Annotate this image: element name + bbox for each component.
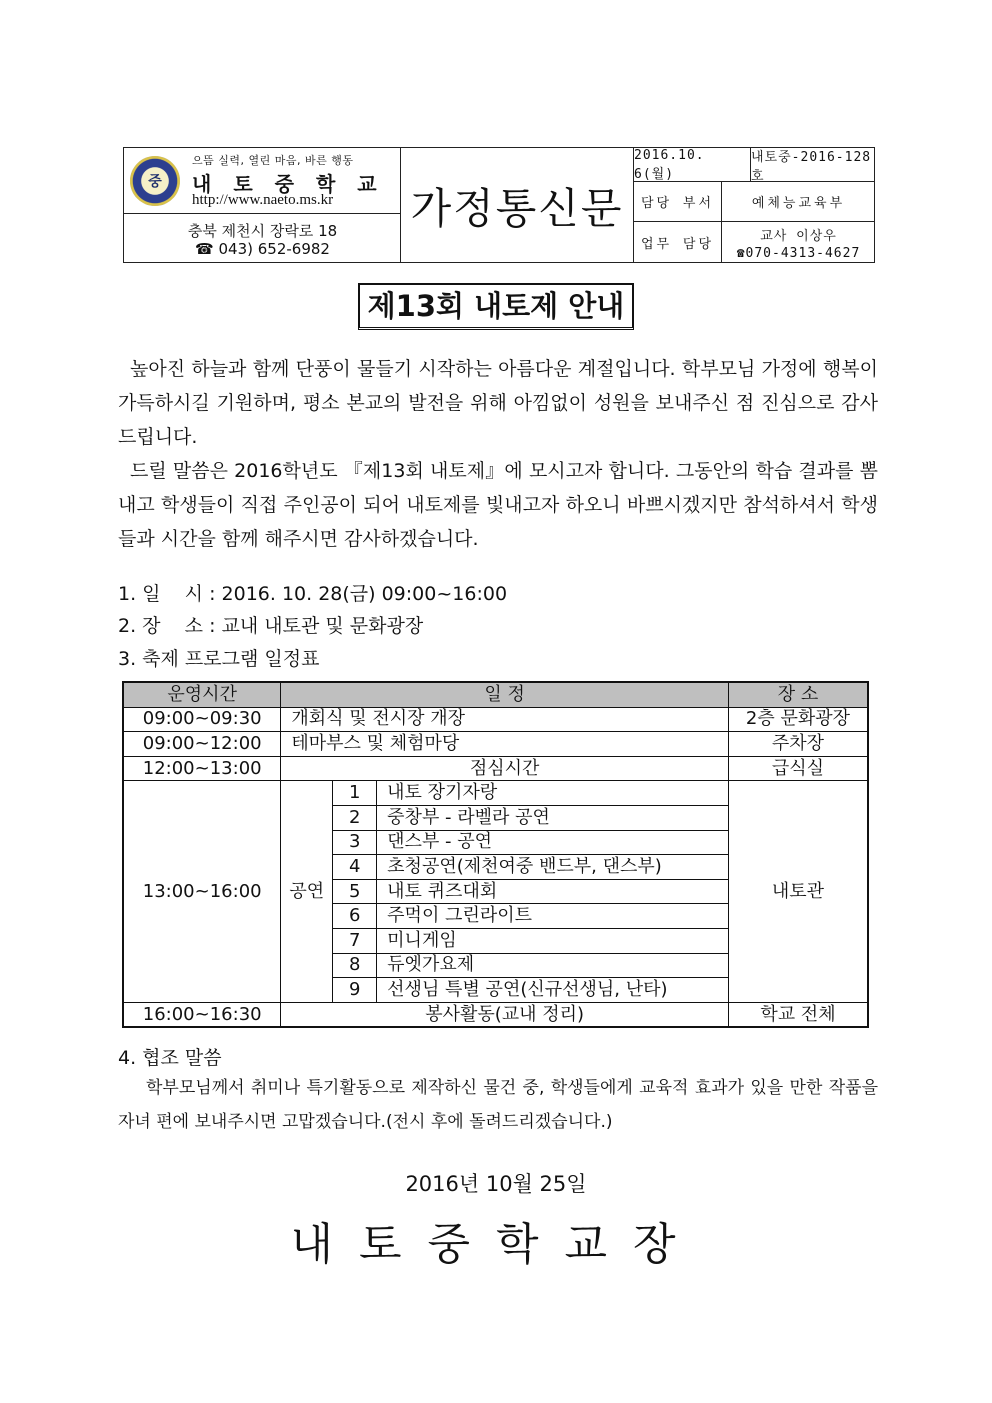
row-place: 2층 문화광장 (728, 707, 868, 732)
item-datetime: 1. 일 시 : 2016. 10. 28(금) 09:00~16:00 (118, 583, 508, 605)
item-cooperation-heading: 4. 협조 말씀 (118, 1047, 222, 1069)
row-place: 급식실 (728, 756, 868, 781)
table-row (123, 756, 868, 781)
table-row (123, 1002, 868, 1027)
act-name: 미니게임 (377, 928, 729, 953)
row-time: 12:00~13:00 (123, 756, 281, 781)
school-info (124, 148, 401, 214)
row-event: 개회식 및 전시장 개장 (281, 707, 729, 732)
school-contact (124, 214, 401, 263)
header-event: 일 정 (281, 682, 729, 707)
act-name: 내토 장기자랑 (377, 781, 729, 806)
item-location: 2. 장 소 : 교내 내토관 및 문화광장 (118, 615, 424, 637)
row-place: 학교 전체 (728, 1002, 868, 1027)
school-phone: ☎ 043) 652-6982 (195, 240, 330, 258)
performance-label: 공연 (281, 781, 333, 1002)
item-schedule-heading: 3. 축제 프로그램 일정표 (118, 648, 320, 670)
staff-phone: ☎070-4313-4627 (736, 246, 861, 261)
performance-row (123, 781, 868, 806)
act-name: 선생님 특별 공연(신규선생님, 난타) (377, 978, 729, 1003)
school-motto: 으뜸 실력, 열린 마음, 바른 행동 (192, 154, 354, 167)
school-logo: 중 (130, 156, 180, 206)
school-address: 충북 제천시 장락로 18 (187, 222, 338, 240)
invitation-paragraph: 드릴 말씀은 2016학년도 『제13회 내토제』에 모시고자 합니다. 그동안의 학습 결과를 뽐내고 학생들이 직접 주인공이 되어 내토제를 빛내고자 하오니 바쁘시겠지만 참석하셔서 학생들과 시간을 함께 해주시면 감사하겠습니다. (118, 460, 878, 550)
document-title-box (358, 283, 634, 330)
act-number: 7 (333, 928, 377, 953)
greeting-paragraph: 높아진 하늘과 함께 단풍이 물들기 시작하는 아름다운 계절입니다. 학부모님 가정에 행복이 가득하시길 기원하며, 평소 본교의 발전을 위해 아낌없이 성원을 보내주신 점 진심으로 감사드립니다. (118, 358, 878, 448)
act-number: 3 (333, 830, 377, 855)
act-number: 2 (333, 805, 377, 830)
act-number: 9 (333, 978, 377, 1003)
staff-contact (722, 222, 875, 263)
document-title: 제13회 내토제 안내 (367, 289, 625, 323)
issue-date: 2016.10. 6(월) (634, 148, 751, 182)
performance-place: 내토관 (728, 781, 868, 1002)
act-number: 4 (333, 855, 377, 880)
header-time: 운영시간 (123, 682, 281, 707)
header-place: 장 소 (728, 682, 868, 707)
table-header-row (123, 682, 868, 707)
document-number: 내토중-2016-128호 (751, 148, 875, 182)
issue-date-footer: 2016년 10월 25일 (405, 1172, 587, 1196)
cooperation-text: 학부모님께서 취미나 특기활동으로 제작하신 물건 중, 학생들에게 교육적 효과가 있을 만한 작품을 자녀 편에 보내주시면 고맙겠습니다.(전시 후에 돌려드리겠습니다.) (118, 1078, 878, 1132)
act-name: 중창부 - 라벨라 공연 (377, 805, 729, 830)
school-name: 내토중학교 (192, 172, 399, 196)
table-row (123, 707, 868, 732)
act-name: 듀엣가요제 (377, 953, 729, 978)
act-number: 5 (333, 879, 377, 904)
row-event: 봉사활동(교내 정리) (281, 1002, 729, 1027)
schedule-table (122, 681, 869, 1028)
act-name: 내토 퀴즈대회 (377, 879, 729, 904)
newsletter-header (123, 147, 875, 263)
row-time: 16:00~16:30 (123, 1002, 281, 1027)
act-name: 댄스부 - 공연 (377, 830, 729, 855)
dept-value: 예체능교육부 (722, 182, 875, 222)
principal-signature: 내토중학교장 (290, 1219, 702, 1270)
row-place: 주차장 (728, 732, 868, 757)
table-row (123, 732, 868, 757)
school-url[interactable]: http://www.naeto.ms.kr (192, 192, 334, 208)
row-event: 테마부스 및 체험마당 (281, 732, 729, 757)
act-name: 초청공연(제천여중 밴드부, 댄스부) (377, 855, 729, 880)
row-time: 09:00~12:00 (123, 732, 281, 757)
act-number: 8 (333, 953, 377, 978)
row-event: 점심시간 (281, 756, 729, 781)
row-time: 09:00~09:30 (123, 707, 281, 732)
performance-time: 13:00~16:00 (123, 781, 281, 1002)
act-number: 6 (333, 904, 377, 929)
staff-name: 교사 이상우 (760, 229, 837, 244)
staff-label: 업무 담당 (634, 222, 722, 263)
dept-label: 담당 부서 (634, 182, 722, 222)
act-name: 주먹이 그린라이트 (377, 904, 729, 929)
act-number: 1 (333, 781, 377, 806)
newsletter-title: 가정통신문 (401, 148, 634, 263)
